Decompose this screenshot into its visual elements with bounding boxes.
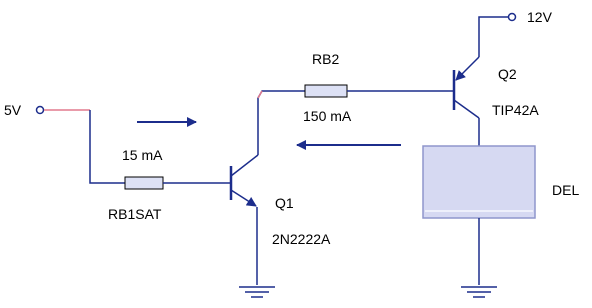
wire-pin-stub [258,91,262,98]
label-rb2-current: 150 mA [303,108,352,124]
input-12v-terminal [509,14,516,21]
load-del [423,146,535,218]
label-5v: 5V [4,102,22,118]
ground-load-icon [461,287,497,297]
label-rb1-name: RB1SAT [108,206,162,222]
label-rb1-current: 15 mA [122,147,163,163]
resistor-rb2 [305,85,347,97]
transistor-q1 [225,155,258,206]
label-rb2-name: RB2 [312,51,340,67]
label-q2-name: Q2 [498,66,517,82]
wire-q2-emitter-to-12v [479,17,508,57]
label-q1-part: 2N2222A [272,231,331,247]
label-q1-name: Q1 [275,195,294,211]
ground-q1-icon [239,287,275,297]
transistor-q2 [448,57,479,118]
resistor-rb1sat [125,177,163,189]
input-5v-terminal [37,107,91,114]
wire-input-to-rb1 [90,110,125,183]
label-12v: 12V [527,9,552,25]
label-load-name: DEL [552,182,580,198]
label-q2-part: TIP42A [492,102,539,118]
